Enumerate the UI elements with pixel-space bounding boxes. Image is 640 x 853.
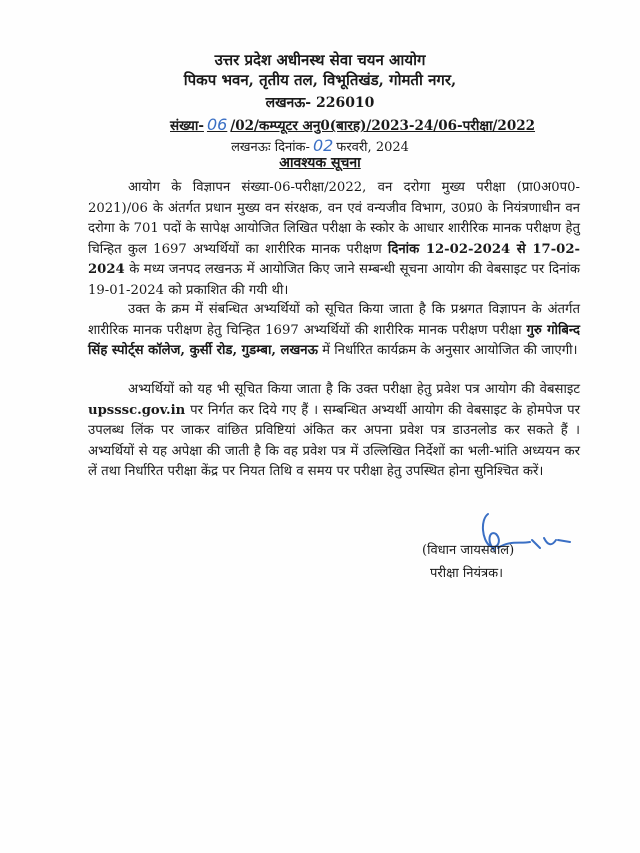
reference-suffix: /02/कम्प्यूटर अनु0(बारह)/2023-24/06-परीक्षा/2022: [230, 118, 536, 134]
paragraph-3-text-a: अभ्यर्थियों को यह भी सूचित किया जाता है कि उक्त परीक्षा हेतु प्रवेश पत्र आयोग की वेबसाइट: [128, 382, 580, 397]
paragraph-2-text-a: उक्त के क्रम में संबन्धित अभ्यर्थियों को सूचित किया जाता है कि प्रश्नगत विज्ञापन के अंतर्गत शारीरिक मानक परीक्षण हेतु चिन्हित 1697 अभ्यर्थियों की शारीरिक मानक परीक्षण परीक्षा: [88, 302, 580, 338]
exam-venue: गुरु गोबिन्द सिंह स्पोर्ट्स कॉलेज, कुर्सी रोड, गुडम्बा, लखनऊ: [88, 322, 581, 358]
paragraph-1-text-a: आयोग के विज्ञापन संख्या-06-परीक्षा/2022, वन दरोगा मुख्य परीक्षा (प्रा0अ0प0-2021)/06 के अंतर्गत प्रधान मुख्य वन संरक्षक, वन एवं वन्यजीव विभाग, उ0प्र0 के नियंत्रणाधीन वन दरोगा के 701 पदों के सापेक्ष आयोजित लिखित परीक्षा के स्कोर के आधार शारीरिक मानक परीक्षण हेतु चिन्हित कुल 1697 अभ्यर्थियों का शारीरिक मानक परीक्षण: [88, 180, 580, 257]
org-name: उत्तर प्रदेश अधीनस्थ सेवा चयन आयोग: [214, 51, 426, 69]
handwritten-ref-number: 06: [206, 115, 228, 134]
paragraph-1-text-b: के मध्य जनपद लखनऊ में आयोजित किए जाने सम्बन्धी सूचना आयोग की वेबसाइट पर दिनांक 19-01-2024 को प्रकाशित की गयी थी।: [88, 262, 580, 298]
signatory-designation: परीक्षा नियंत्रक।: [430, 566, 504, 581]
reference-prefix: संख्या-: [170, 118, 204, 134]
paragraph-1: [88, 178, 580, 301]
dateline-prefix: लखनऊः दिनांक-: [231, 140, 310, 155]
signatory-name: (विधान जायसवाल): [422, 543, 515, 558]
website-link[interactable]: upsssc.gov.in: [88, 402, 186, 418]
reference-number: [170, 115, 536, 134]
exam-date-range: दिनांक 12-02-2024 से 17-02-2024: [88, 241, 580, 277]
signature-block: [420, 510, 590, 590]
org-city-pin: लखनऊ- 226010: [265, 95, 375, 111]
dateline-suffix: फरवरी, 2024: [336, 140, 409, 155]
notice-title: आवश्यक सूचना: [279, 155, 361, 171]
paragraph-3: [88, 380, 580, 483]
paragraph-2-text-b: में निर्धारित कार्यक्रम के अनुसार आयोजित की जाएगी।: [317, 343, 578, 358]
paragraph-2: [88, 300, 580, 362]
handwritten-day: 02: [312, 136, 334, 155]
paragraph-3-text-b: पर निर्गत कर दिये गए हैं । सम्बन्धित अभ्यर्थी आयोग की वेबसाइट के होमपेज पर उपलब्ध लिंक पर जाकर वांछित प्रविष्टियां अंकित कर अपना प्रवेश पत्र डाउनलोड कर सकते हैं । अभ्यर्थियों से यह अपेक्षा की जाती है कि वह प्रवेश पत्र में उल्लिखित निर्देशों का भली-भांति अध्ययन कर लें तथा निर्धारित परीक्षा केंद्र पर नियत तिथि व समय पर परीक्षा हेतु उपस्थित होना सुनिश्चित करें।: [88, 402, 580, 479]
org-address: पिकप भवन, तृतीय तल, विभूतिखंड, गोमती नगर,: [183, 71, 457, 89]
